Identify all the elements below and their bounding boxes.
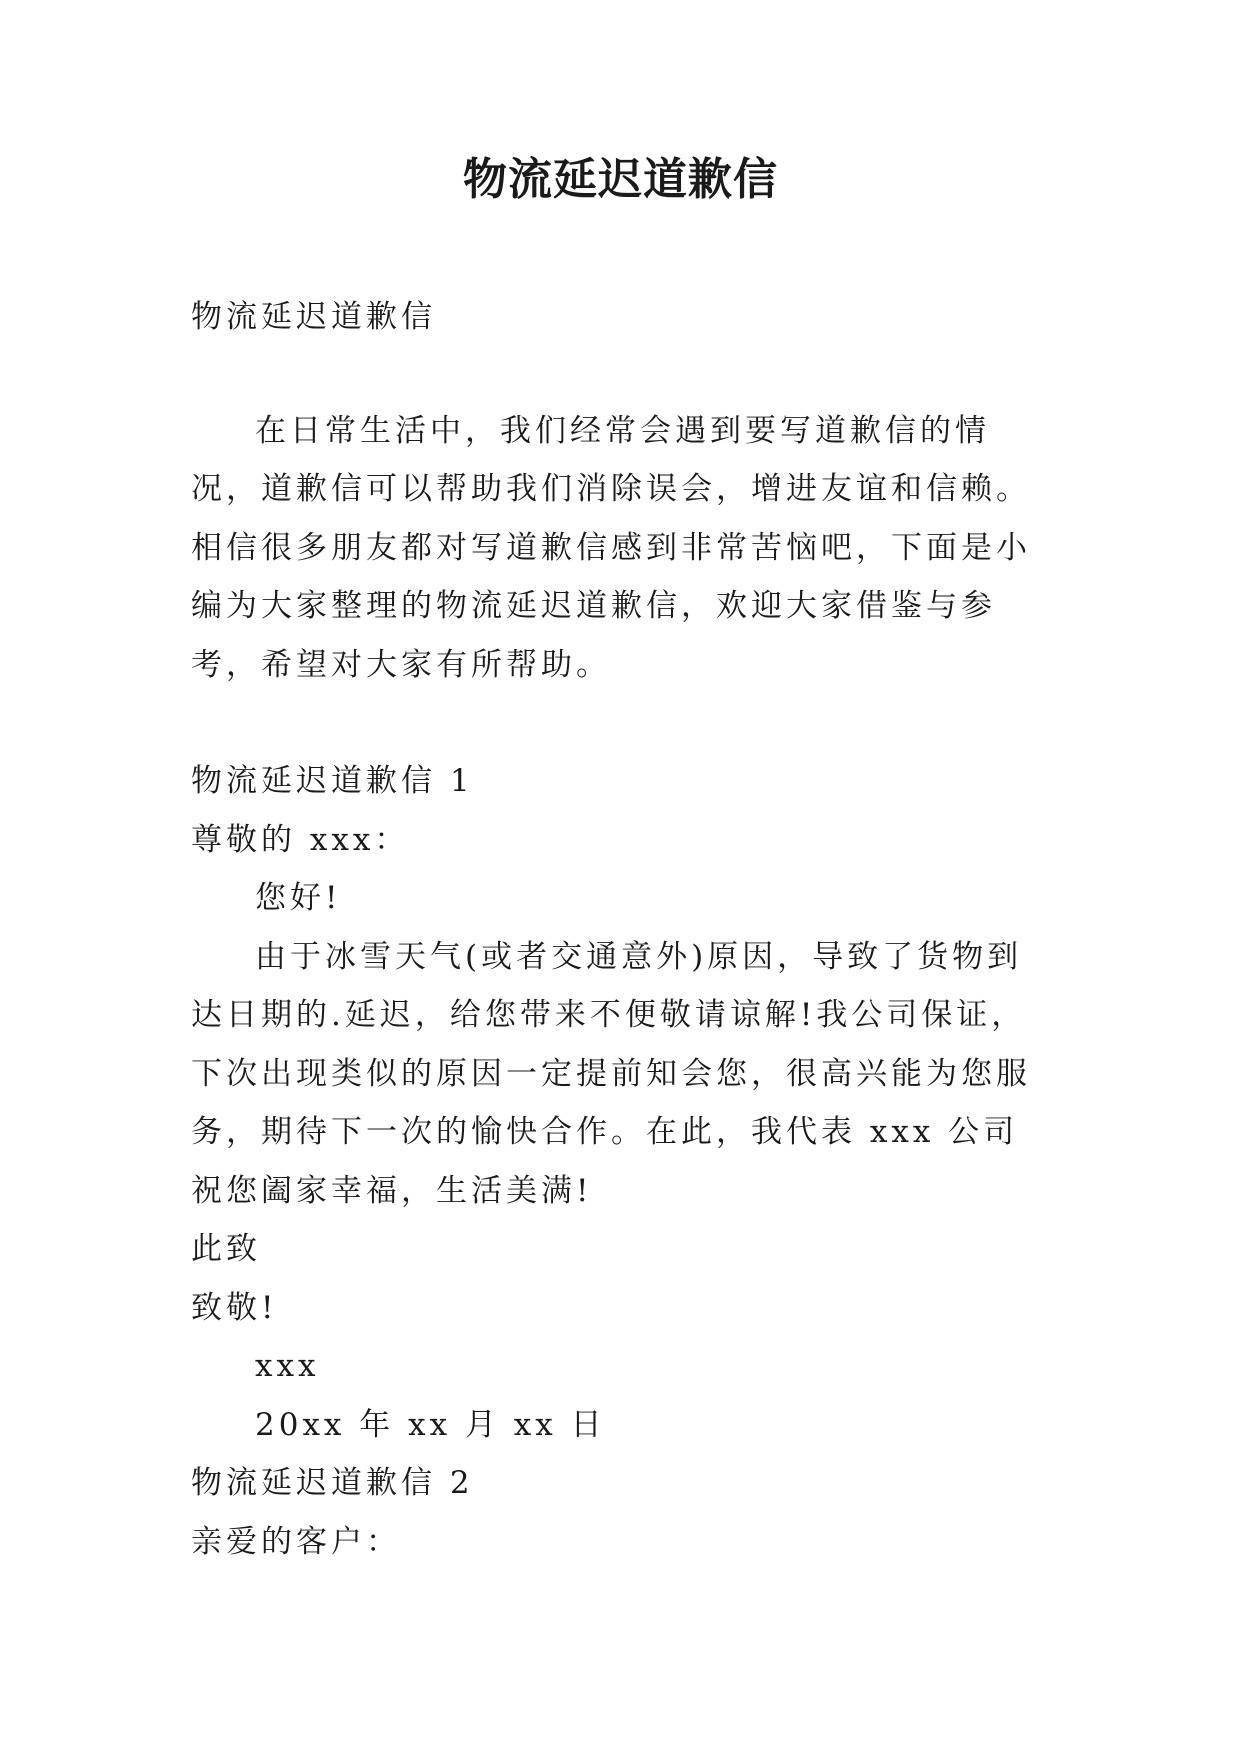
intro-paragraph: 在日常生活中，我们经常会遇到要写道歉信的情况，道歉信可以帮助我们消除误会，增进友谊和信赖。相信很多朋友都对写道歉信感到非常苦恼吧，下面是小编为大家整理的物流延迟道歉信，欢迎大家借鉴与参考，希望对大家有所帮助。: [191, 412, 1031, 683]
letter1-closing-2: 致敬!: [191, 1289, 278, 1326]
document-title: 物流延迟道歉信: [463, 154, 778, 205]
document-body: [191, 288, 1051, 1571]
letter1-salutation: 尊敬的 xxx：: [191, 821, 410, 858]
letter1-greeting: 您好!: [255, 880, 342, 916]
letter2-heading: 物流延迟道歉信 2: [191, 1465, 474, 1501]
letter1-signature: xxx: [255, 1348, 320, 1384]
letter2-salutation: 亲爱的客户：: [191, 1523, 401, 1560]
document-subtitle: 物流延迟道歉信: [191, 299, 436, 335]
letter1-body: 由于冰雪天气(或者交通意外)原因，导致了货物到达日期的.延迟，给您带来不便敬请谅解!我公司保证，下次出现类似的原因一定提前知会您，很高兴能为您服务，期待下一次的愉快合作。在此，我代表 xxx 公司祝您阖家幸福，生活美满!: [191, 938, 1031, 1209]
letter1-heading: 物流延迟道歉信 1: [191, 763, 474, 799]
spacer: [191, 694, 1051, 752]
letter1-closing-1: 此致: [191, 1231, 261, 1267]
spacer: [191, 347, 1051, 402]
letter1-date: 20xx 年 xx 月 xx 日: [255, 1406, 606, 1443]
